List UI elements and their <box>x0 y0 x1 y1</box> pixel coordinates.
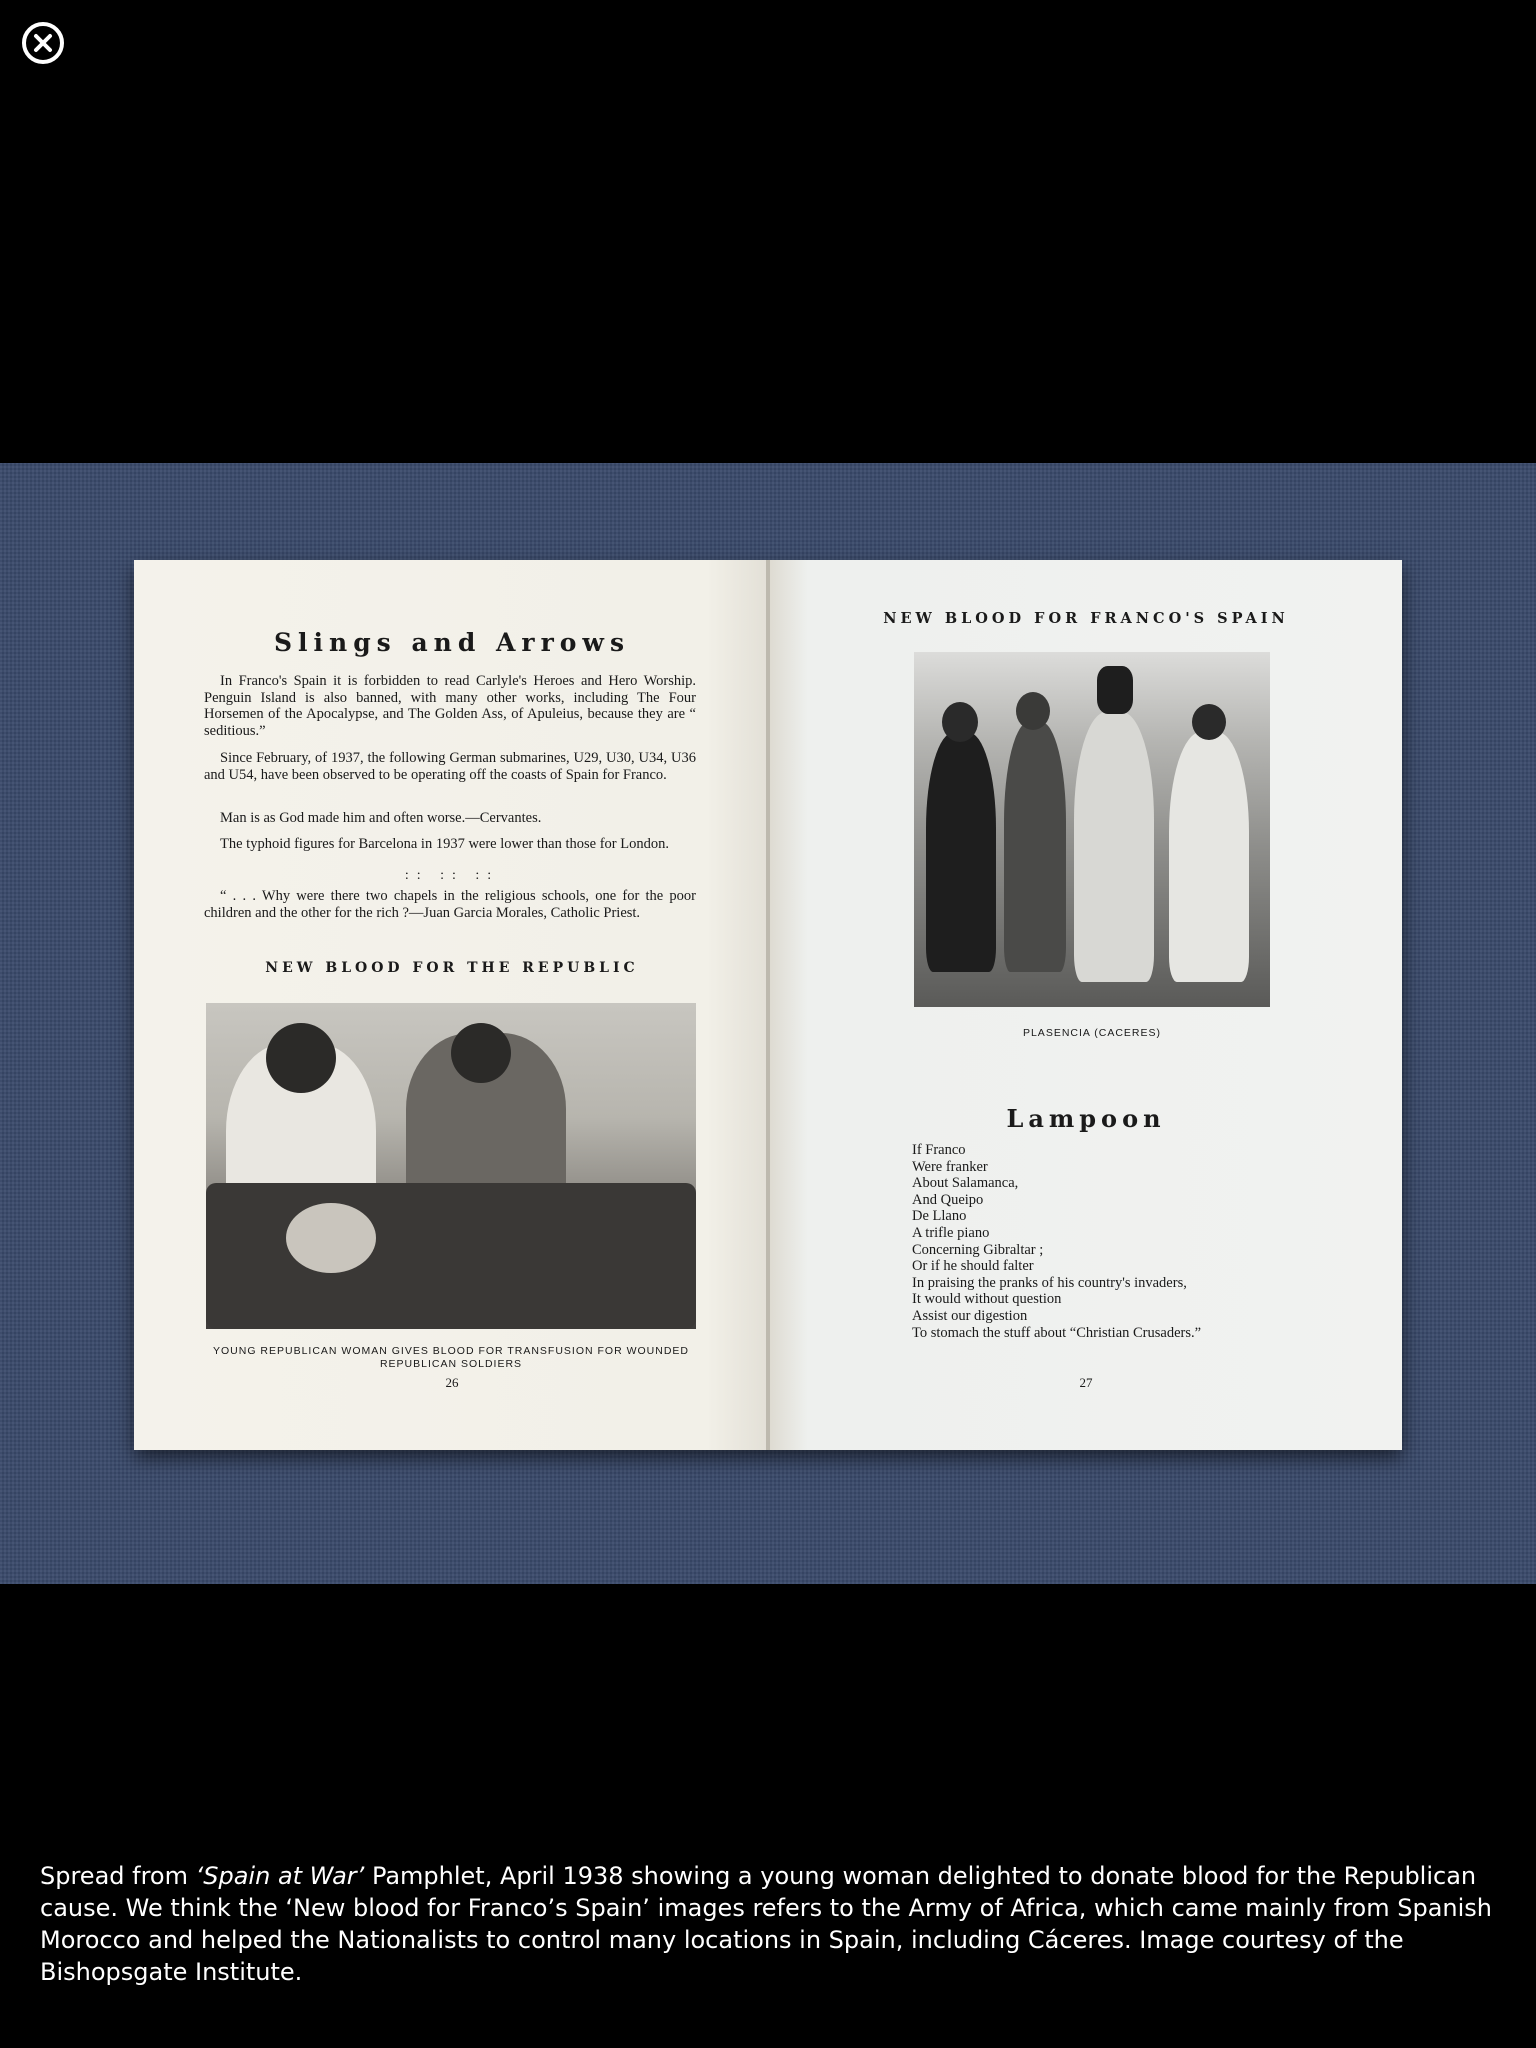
poem-line: And Queipo <box>912 1191 984 1208</box>
poem-line: To stomach the stuff about “Christian Crusaders.” <box>912 1324 1202 1341</box>
poem-line: Concerning Gibraltar ; <box>912 1241 1044 1258</box>
right-page <box>770 560 1402 1450</box>
poem <box>912 1142 1201 1341</box>
pamphlet-spread <box>134 560 1402 1450</box>
paragraph: In Franco's Spain it is forbidden to read Carlyle's Heroes and Hero Worship. Penguin Island is also banned, with many other works, including The Four Horsemen of the Apocalypse, and The Golden Ass, of Apuleius, because they are “ seditious.” <box>204 673 696 739</box>
page-number: 26 <box>445 1375 459 1390</box>
poem-line: De Llano <box>912 1208 967 1225</box>
lightbox-image <box>0 463 1536 1584</box>
poem-line: If Franco <box>912 1142 966 1158</box>
paragraph: Since February, of 1937, the following German submarines, U29, U30, U34, U36 and U54, have been observed to be operating off the coasts of Spain for Franco. <box>204 750 696 783</box>
page-title: Slings and Arrows <box>273 628 631 657</box>
poem-title: Lampoon <box>1006 1104 1166 1133</box>
section-heading: NEW BLOOD FOR FRANCO'S SPAIN <box>883 610 1289 627</box>
description-text: Pamphlet, April 1938 showing a young woman delighted to donate blood for the Republican cause. We think the ‘New blood for Franco’s Spain’ images refers to the Army of Africa, which came mainly from Spanish Morocco and helped the Nationalists to control many locations in Spain, including Cáceres. Image courtesy of the Bishopsgate Institute. <box>40 1862 1492 1986</box>
paragraph: The typhoid figures for Barcelona in 1937 were lower than those for London. <box>220 836 669 852</box>
image-description <box>40 1860 1500 1988</box>
paragraph: Man is as God made him and often worse.—Cervantes. <box>220 810 542 826</box>
description-prefix: Spread from <box>40 1862 196 1890</box>
paragraph: “ . . . Why were there two chapels in the religious schools, one for the poor children and the other for the rich ?—Juan Garcia Morales, Catholic Priest. <box>204 888 696 921</box>
close-button[interactable] <box>20 20 66 66</box>
plasencia-photo <box>914 652 1270 1007</box>
section-divider: :: :: :: <box>404 868 500 883</box>
section-heading: NEW BLOOD FOR THE REPUBLIC <box>265 960 639 976</box>
close-circle-icon <box>20 20 66 66</box>
photo-caption: YOUNG REPUBLICAN WOMAN GIVES BLOOD FOR TRANSFUSION FOR WOUNDED REPUBLICAN SOLDIERS <box>212 1345 689 1370</box>
poem-line: About Salamanca, <box>912 1175 1019 1192</box>
poem-line: A trifle piano <box>912 1224 990 1241</box>
photo-caption: PLASENCIA (CACERES) <box>1022 1027 1162 1039</box>
blood-donation-photo <box>206 1003 696 1329</box>
description-title: ‘Spain at War’ <box>195 1862 365 1890</box>
poem-line: It would without question <box>912 1291 1062 1308</box>
poem-line: Were franker <box>912 1158 988 1175</box>
left-page <box>134 560 770 1450</box>
poem-line: Or if he should falter <box>912 1258 1034 1275</box>
poem-line: Assist our digestion <box>912 1307 1028 1324</box>
poem-line: In praising the pranks of his country's invaders, <box>912 1274 1187 1291</box>
page-number: 27 <box>1079 1375 1093 1390</box>
